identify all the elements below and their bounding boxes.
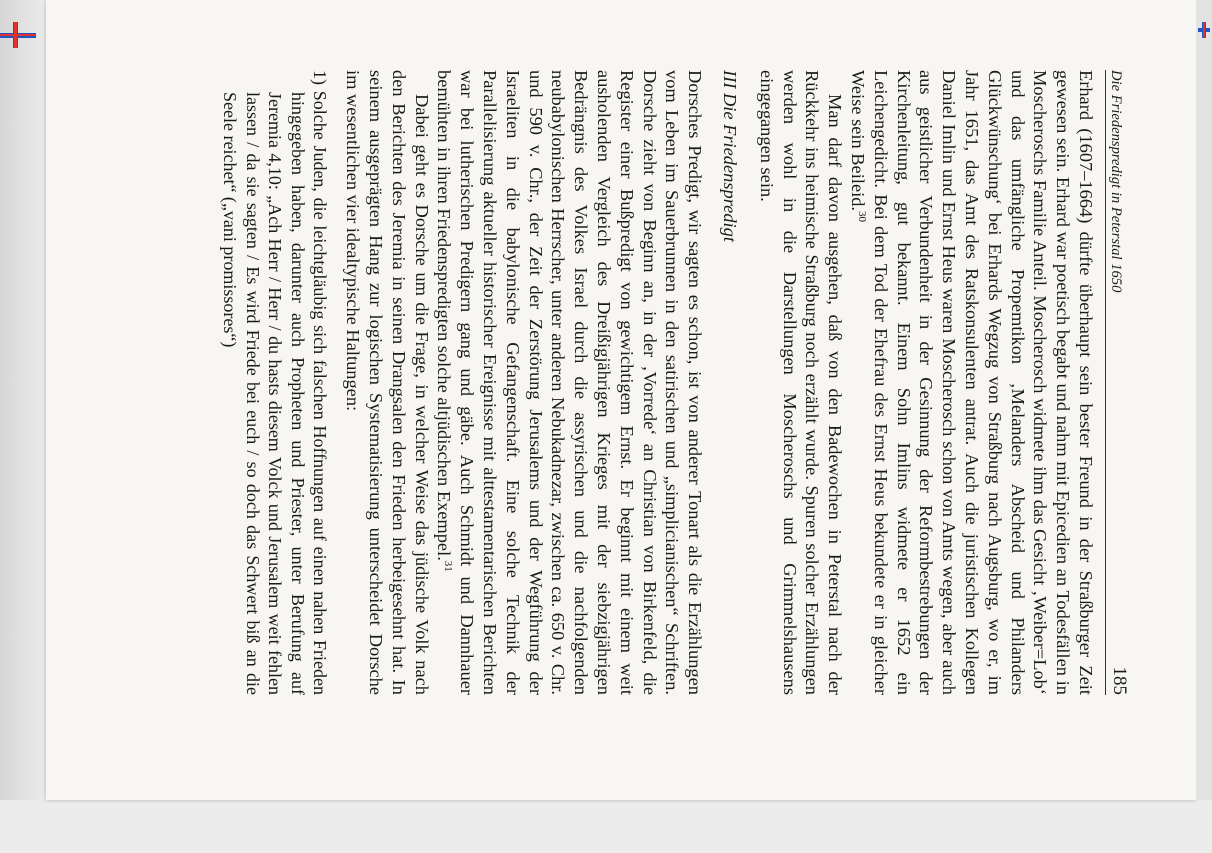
- paragraph: [846, 70, 1097, 695]
- list-item: 1) Solche Juden, die leichtgläubig sich falschen Hoffnungen auf einen nahen Frieden hingegeben haben, darunter auch Propheten und Priester, unter Berufung auf Jeremia 4,10: „Ach Herr / Herr / du hasts diesem Volck und Jerusalem weit fehlen lassen / da sie sagten / Es wird Friede bei euch / so doch das Schwert biß an die Seele reichet“ („vani promissores“): [220, 70, 331, 695]
- flag-icon-right: [1198, 22, 1210, 38]
- paragraph: Dabei geht es Dorsche um die Frage, in welcher Weise das jüdische Volk nach den Berichten des Jeremia in seinen Drangsalen den Frieden herbeigesehnt hat. In seinem ausgeprägten Hang zur logischen Systematisierung unterscheidet Dorsche im wesentlichen vier idealtypische Haltungen:: [343, 70, 432, 695]
- right-margin: [1196, 0, 1212, 800]
- watermark-url: [0, 430, 1, 853]
- watermark: [0, 430, 1, 853]
- page-header: [1105, 70, 1130, 695]
- paragraph-text: Dorsches Predigt, wir sagten es schon, ist von anderer Tonart als die Erzählungen vom Leben im Sauerbrunnen in den satirischen und „simplicianischen“ Schriften. Dorsche zieht von Beginn an, in der ‚Vorrede‘ an Christian von Birkenfeld, die Register einer Bußpredigt von gewichtigem Ernst. Er beginnt mit einem weit ausholenden Vergleich des Dreißigjährigen Krieges mit der siebzigjährigen Bedrängnis des Volkes Israel durch die assyrischen und die nachfolgenden neubabylonischen Herrscher, unter anderen Nebukadnezar, zwischen ca. 650 v. Chr. und 590 v. Chr., der Zeit der Zerstörung Jerusalems und der Wegführung der Israeliten in die babylonische Gefangenschaft. Eine solche Technik der Parallelisierung aktueller historischer Ereignisse mit alttestamentarischen Berichten war bei lutherischen Predigern gang und gäbe. Auch Schmidt und Dannhauer bemühten in ihren Friedenspredigten solche altjüdischen Exempel.: [434, 70, 706, 695]
- left-margin: [0, 0, 46, 800]
- paragraph: [433, 70, 707, 695]
- footnote-ref: 30: [856, 211, 869, 223]
- running-title: Die Friedenspredigt in Peterstal 1650: [1108, 70, 1124, 293]
- paragraph-text: Erhard (1607–1664) dürfte überhaupt sein bester Freund in der Straßburger Zeit gewesen sein. Erhard war poetisch begabt und nahm mit Epicedien an Todesfällen in Moscheroschs Familie Anteil. Moscherosch widmete ihm das Gesicht ‚Weiber=Lob‘ und das umfängliche Propemtikon ‚Melanders Abscheid und Philanders Glückwünschung‘ bei Erhards Wegzug von Straßburg nach Augsburg, wo er, im Jahr 1651, das Amt des Ratskonsulenten antrat. Auch die juristischen Kollegen Daniel Imlin und Ernst Heus waren Moscherosch schon von Amts wegen, aber auch aus geistlicher Verbundenheit in der Gesinnung der Reformbestrebungen der Kirchenleitung, gut bekannt. Einem Sohn Imlins widmete er 1652 ein Leichengedicht. Bei dem Tod der Ehefrau des Ernst Heus bekundete er in gleicher Weise sein Beileid.: [848, 70, 1096, 695]
- flag-icon-left: [0, 22, 36, 48]
- paragraph: Man darf davon ausgehen, daß von den Badewochen in Peterstal nach der Rückkehr ins heimische Straßburg noch erzählt wurde. Spuren solcher Erzählungen werden wohl in die Darstellungen Moscheroschs und Grimmelshausens eingegangen sein.: [756, 70, 846, 695]
- section-heading: III Die Friedenspredigt: [720, 70, 741, 242]
- page-text: [220, 70, 1130, 695]
- page-number: 185: [1109, 666, 1130, 695]
- footnote-ref: 31: [442, 560, 455, 572]
